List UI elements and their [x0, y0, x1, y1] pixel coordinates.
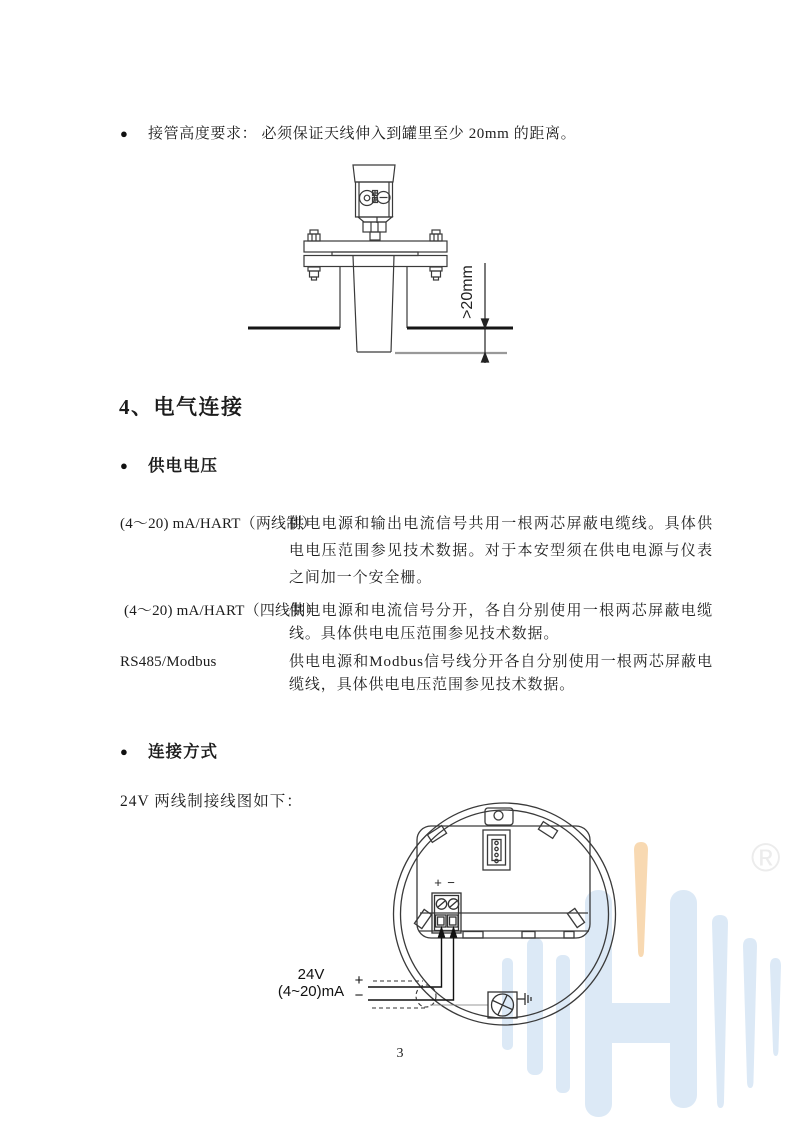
section-title: 4、电气连接	[119, 395, 244, 419]
power-row-description: 供电电源和Modbus信号线分开各自分别使用一根两芯屏蔽电缆线，具体供电电压范围参见技术数据。	[289, 654, 713, 693]
power-row-label: (4～20) mA/HART（四线制）	[124, 603, 321, 619]
power-row-label: RS485/Modbus	[120, 654, 217, 670]
wire-plus-sign: +	[354, 972, 364, 989]
display-connector	[483, 830, 510, 870]
current-label: (4~20)mA	[277, 983, 345, 1000]
intro-bullet-row	[120, 124, 720, 144]
dimension-line	[482, 263, 489, 363]
power-row-description: 供电电源和输出电流信号共用一根两芯屏蔽电缆线。具体供电电压范围参见技术数据。对于本安型须在供电电源与仪表之间加一个安全栅。	[289, 516, 713, 586]
registered-trademark-symbol: ®	[751, 836, 781, 880]
ground-screw	[488, 990, 531, 1019]
terminal-minus-label: −	[447, 875, 455, 890]
bullet-icon: ●	[120, 126, 128, 141]
mounting-figure-svg	[230, 157, 550, 380]
wiring-caption: 24V 两线制接线图如下：	[120, 793, 303, 810]
power-row-label: (4～20) mA/HART（两线制）	[120, 516, 317, 532]
connection-title: 连接方式	[148, 742, 218, 761]
transmitter-drawing	[304, 165, 447, 352]
power-supply-heading-row	[120, 456, 218, 476]
power-supply-title: 供电电压	[148, 456, 218, 475]
voltage-label: 24V	[297, 966, 325, 983]
terminal-plus-label: +	[434, 875, 442, 890]
bullet-icon: ●	[120, 458, 128, 473]
power-row-description: 供电电源和电流信号分开，各自分别使用一根两芯屏蔽电缆线。具体供电电压范围参见技术数据。	[289, 603, 713, 642]
connection-heading-row	[120, 742, 218, 762]
dimension-label: >20mm	[459, 265, 476, 319]
supply-voltage-labels	[272, 966, 350, 1000]
wire-minus-sign: −	[354, 987, 364, 1004]
page-number: 3	[396, 1046, 404, 1061]
watermark-orange-bar	[634, 842, 648, 957]
supply-wires	[368, 928, 456, 1000]
intro-bullet-text: 接管高度要求： 必须保证天线伸入到罐里至少 20mm 的距离。	[148, 126, 577, 142]
bullet-icon: ●	[120, 744, 128, 759]
cable-dashed-lines	[372, 981, 436, 1008]
